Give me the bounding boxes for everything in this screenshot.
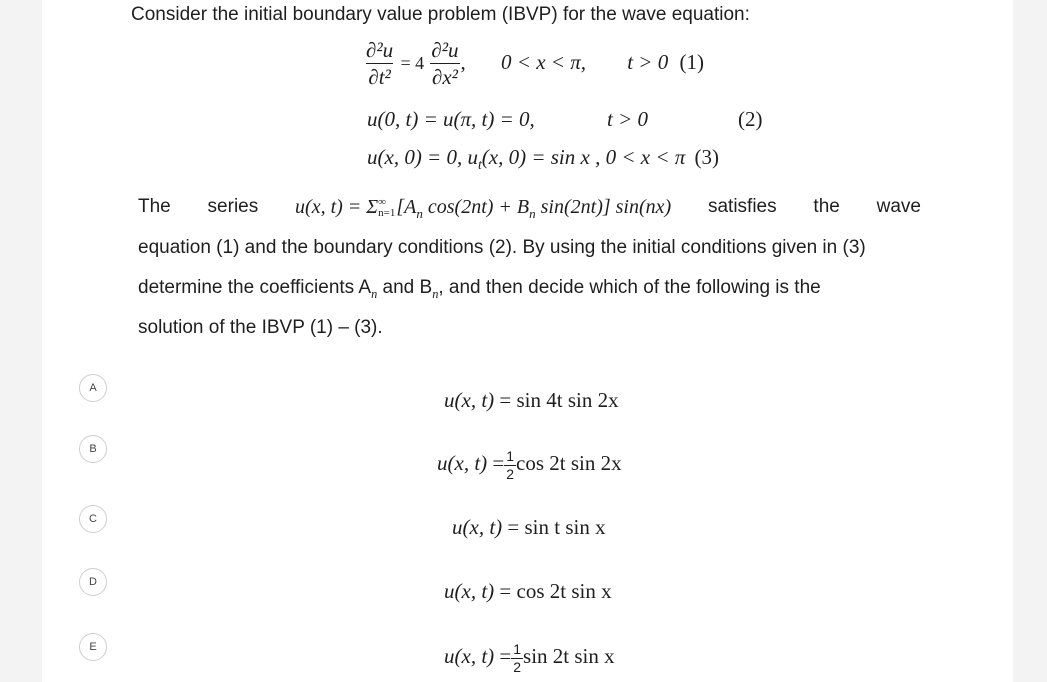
option-c-answer[interactable] [452, 515, 606, 540]
bn-sub: n [432, 286, 439, 301]
series-bn-sub: n [529, 206, 536, 221]
option-fraction-den: 2 [513, 659, 522, 675]
option-equals: = [492, 450, 505, 475]
option-equals: = [499, 643, 512, 668]
ic-text: u(x, 0) = 0, u [367, 145, 478, 169]
ic-rest: (x, 0) = sin x , 0 < x < π [481, 145, 686, 169]
pde-lhs-denominator: ∂t² [368, 65, 391, 89]
option-rhs: sin 4t sin 2x [516, 388, 619, 412]
series-lhs: u(x, t) = Σ [295, 196, 379, 218]
para-word: satisfies [707, 196, 777, 217]
option-b-radio[interactable]: B [79, 435, 107, 463]
pde-tag: (1) [679, 49, 704, 74]
option-lhs: u(x, t) [444, 643, 495, 668]
option-fraction-den: 2 [506, 466, 515, 482]
series-an: [A [396, 196, 417, 218]
pde-equals: = 4 [400, 52, 425, 73]
option-rhs: cos 2t sin 2x [516, 450, 622, 475]
option-a-answer[interactable] [444, 388, 619, 413]
para-line-4: solution of the IBVP (1) – (3). [138, 317, 383, 338]
option-lhs: u(x, t) [444, 579, 495, 603]
option-fraction [511, 642, 523, 674]
pde-lhs-fraction [364, 40, 395, 88]
question-intro: Consider the initial boundary value problem (IBVP) for the wave equation: [131, 4, 750, 25]
para-word: the [813, 196, 840, 217]
pde-lhs-numerator: ∂²u [366, 38, 394, 62]
bc-time: t > 0 [607, 107, 649, 131]
sum-limits [378, 197, 395, 219]
bc-text: u(0, t) = u(π, t) = 0, [367, 107, 535, 131]
series-formula [295, 196, 671, 222]
ic-sub: t [477, 157, 482, 173]
equation-ic [367, 145, 719, 173]
para-line-3a: determine the coefficients A [138, 277, 372, 298]
para-line-2: equation (1) and the boundary conditions (2). By using the initial conditions given in (3) [138, 237, 866, 258]
para-line-1 [138, 196, 921, 222]
option-fraction-num: 1 [513, 641, 522, 657]
option-fraction-num: 1 [506, 448, 515, 464]
pde-comma: , [460, 49, 466, 74]
equation-bc [367, 107, 535, 132]
option-fraction [504, 449, 516, 481]
option-rhs: sin t sin x [524, 515, 606, 539]
para-line-3b: and B [377, 277, 433, 298]
para-line-3c: , and then decide which of the following is the [438, 277, 821, 298]
option-lhs: u(x, t) [437, 450, 488, 475]
pde-domain: 0 < x < π, [501, 49, 586, 74]
para-line-3 [138, 277, 921, 302]
equation-pde [364, 40, 704, 88]
option-b-answer[interactable] [437, 449, 622, 481]
para-word: The [138, 196, 171, 217]
ic-tag: (3) [694, 145, 720, 169]
series-bn: cos(2nt) + B [427, 196, 530, 218]
option-c-radio[interactable]: C [79, 505, 107, 533]
pde-rhs-numerator: ∂²u [431, 38, 459, 62]
option-d-answer[interactable] [444, 579, 612, 604]
option-lhs: u(x, t) [452, 515, 503, 539]
series-an-sub: n [416, 206, 423, 221]
para-word: series [207, 196, 259, 217]
option-lhs: u(x, t) [444, 388, 495, 412]
option-rhs: sin 2t sin x [523, 643, 615, 668]
option-equals: = [499, 388, 512, 412]
bc-tag: (2) [738, 107, 763, 131]
option-d-radio[interactable]: D [79, 568, 107, 596]
para-word: wave [876, 196, 921, 217]
option-e-answer[interactable] [444, 642, 615, 674]
pde-rhs-fraction [429, 40, 460, 88]
option-e-radio[interactable]: E [79, 633, 107, 661]
sum-lower: n=1 [378, 207, 396, 220]
series-rest: sin(2nt)] sin(nx) [540, 196, 672, 218]
option-equals: = [507, 515, 520, 539]
option-rhs: cos 2t sin x [516, 579, 612, 603]
an-sub: n [371, 286, 378, 301]
option-a-radio[interactable]: A [79, 374, 107, 402]
pde-rhs-denominator: ∂x² [431, 65, 458, 89]
sum-upper: ∞ [378, 196, 387, 209]
option-equals: = [499, 579, 512, 603]
pde-time: t > 0 [627, 49, 669, 74]
